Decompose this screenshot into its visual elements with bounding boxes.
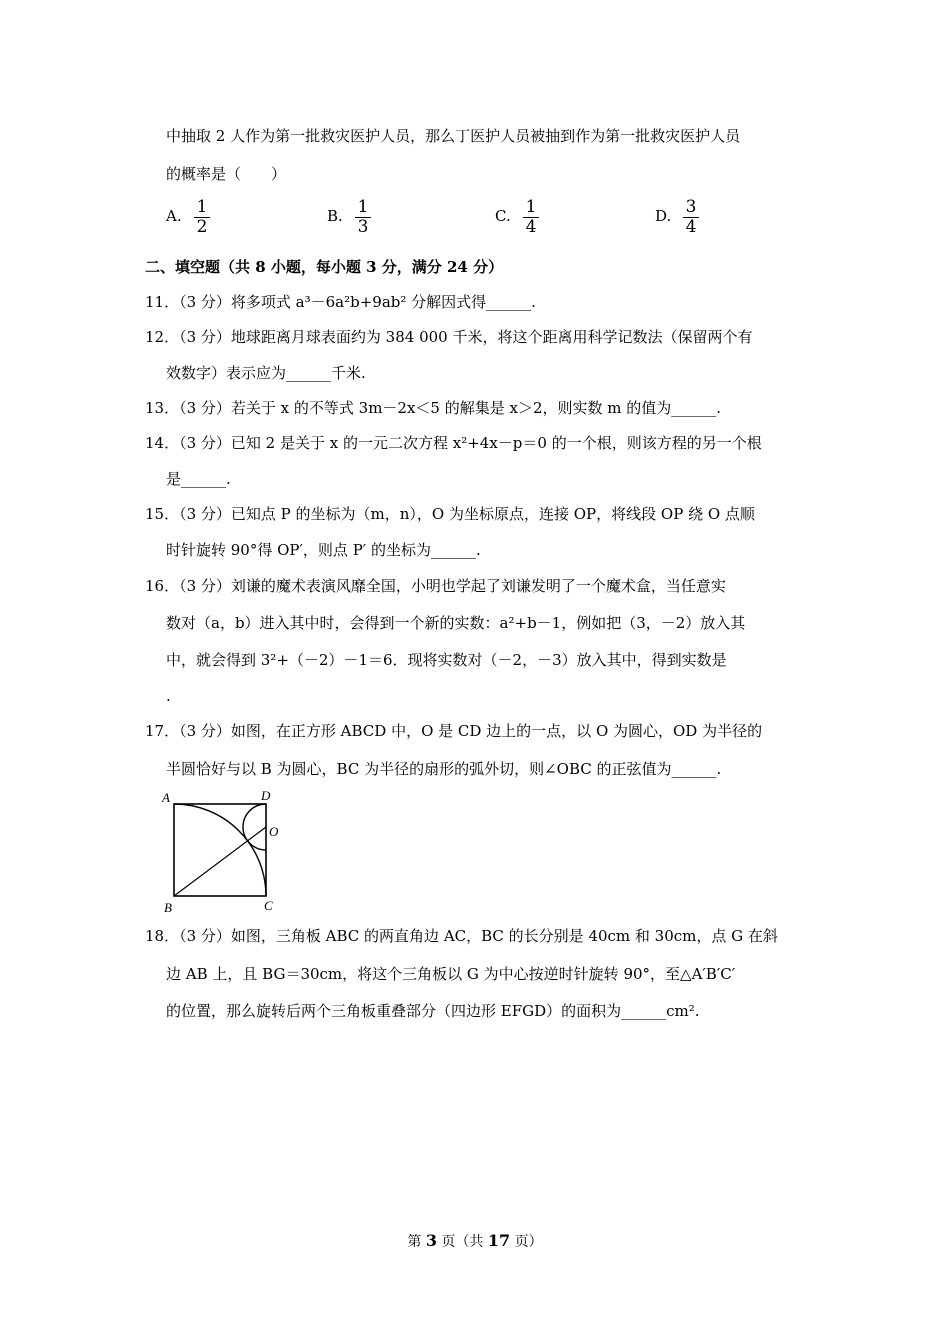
page-footer [0, 1231, 950, 1251]
option-a-fraction [193, 198, 211, 237]
footer-prefix: 第 [407, 1234, 426, 1250]
option-c-den: 4 [525, 217, 537, 237]
label-c: C [264, 898, 273, 913]
q17-figure [160, 786, 290, 914]
q16-line2: 数对（a，b）进入其中时，会得到一个新的实数：a²+b－1，例如把（3，－2）放入其 [166, 614, 746, 632]
q10-line2: 的概率是（ ） [166, 165, 287, 183]
label-d: D [261, 788, 271, 803]
q14-line1: 14．（3 分）已知 2 是关于 x 的一元二次方程 x²+4x－p＝0 的一个根，则该方程的另一个根 [145, 434, 762, 452]
footer-suffix: 页） [510, 1234, 543, 1250]
q18-line2: 边 AB 上，且 BG＝30cm，将这个三角板以 G 为中心按逆时针旋转 90°，至△A′B′C′ [166, 965, 736, 983]
q17-line2: 半圆恰好与以 B 为圆心，BC 为半径的扇形的弧外切，则∠OBC 的正弦值为______. [166, 760, 722, 778]
q18-line3: 的位置，那么旋转后两个三角板重叠部分（四边形 EFGD）的面积为______cm². [166, 1002, 700, 1020]
label-b: B [164, 900, 172, 914]
q15-line2: 时针旋转 90°得 OP′，则点 P′ 的坐标为______. [166, 541, 481, 559]
option-d-den: 4 [685, 217, 697, 237]
q14-line2: 是______. [166, 470, 231, 488]
option-b-den: 3 [357, 217, 369, 237]
q16-line3: 中，就会得到 3²+（－2）－1＝6．现将实数对（－2，－3）放入其中，得到实数是 [166, 651, 727, 669]
option-c-fraction [522, 198, 540, 237]
footer-page-number: 3 [425, 1231, 437, 1250]
q12-line1: 12．（3 分）地球距离月球表面约为 384 000 千米，将这个距离用科学记数法（保留两个有 [145, 328, 753, 346]
q18-line1: 18．（3 分）如图，三角板 ABC 的两直角边 AC，BC 的长分别是 40cm 和 30cm，点 G 在斜 [145, 927, 778, 945]
segment-bo [174, 827, 266, 896]
footer-middle: 页（共 [436, 1234, 488, 1250]
square-abcd [174, 804, 266, 896]
q16-line4: . [166, 687, 171, 705]
q17-line1: 17．（3 分）如图，在正方形 ABCD 中，O 是 CD 边上的一点，以 O 为圆心，OD 为半径的 [145, 722, 763, 740]
option-d-fraction [682, 198, 700, 237]
option-a-num: 1 [196, 197, 208, 217]
q15-line1: 15．（3 分）已知点 P 的坐标为（m，n），O 为坐标原点，连接 OP，将线段 OP 绕 O 点顺 [145, 505, 755, 523]
label-a: A [162, 790, 170, 805]
semicircle [243, 804, 266, 850]
option-a-den: 2 [196, 217, 208, 237]
option-d-num: 3 [685, 197, 697, 217]
section-title: 二、填空题（共 8 小题，每小题 3 分，满分 24 分） [145, 258, 504, 276]
q10-line1: 中抽取 2 人作为第一批救灾医护人员，那么丁医护人员被抽到作为第一批救灾医护人员 [166, 127, 741, 145]
q16-line1: 16．（3 分）刘谦的魔术表演风靡全国，小明也学起了刘谦发明了一个魔术盒，当任意实 [145, 577, 726, 595]
q13-line1: 13．（3 分）若关于 x 的不等式 3m－2x＜5 的解集是 x＞2，则实数 m 的值为______. [145, 399, 722, 417]
option-a-label: A. [166, 207, 182, 225]
label-o: O [269, 824, 279, 839]
option-c-num: 1 [525, 197, 537, 217]
option-b-num: 1 [357, 197, 369, 217]
quarter-arc [174, 804, 266, 896]
option-b-fraction [354, 198, 372, 237]
footer-total-pages: 17 [487, 1231, 511, 1250]
option-c-label: C. [495, 207, 511, 225]
option-b-label: B. [327, 207, 343, 225]
q11-line1: 11．（3 分）将多项式 a³－6a²b+9ab² 分解因式得______. [145, 293, 536, 311]
option-d-label: D. [655, 207, 672, 225]
q12-line2: 效数字）表示应为______千米. [166, 364, 366, 382]
